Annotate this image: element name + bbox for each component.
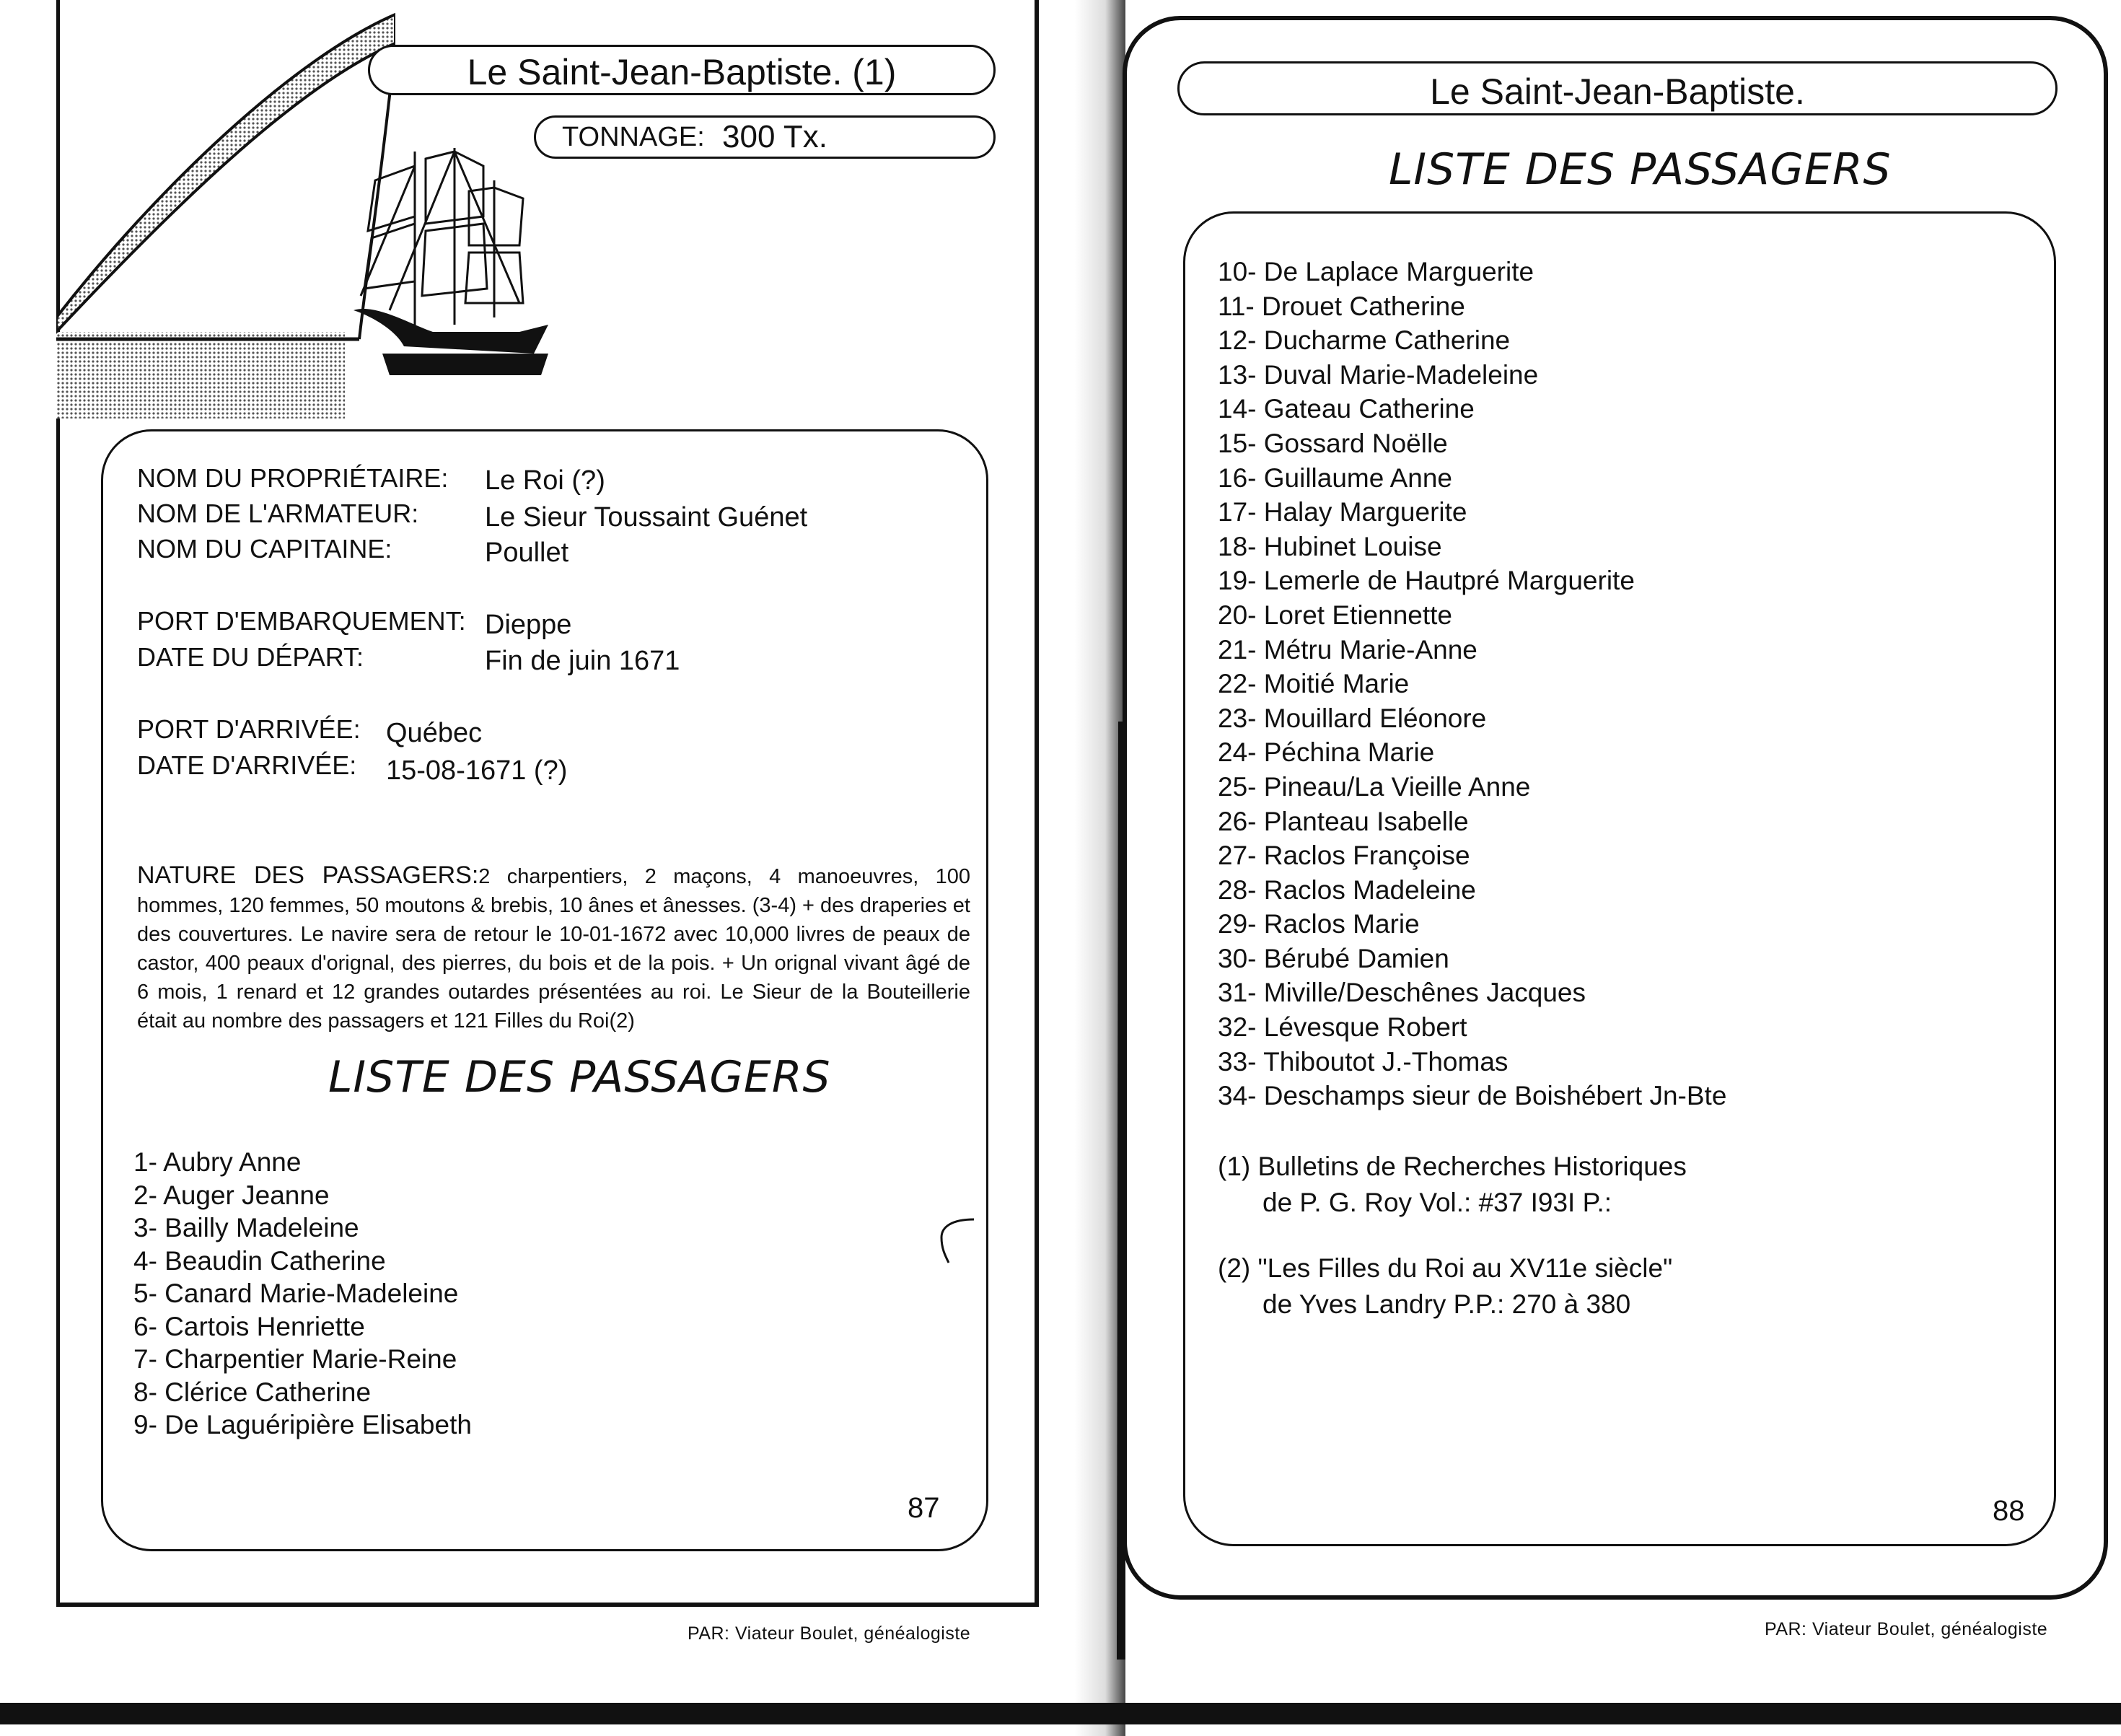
- list-item: 31- Miville/Deschênes Jacques: [1218, 978, 1586, 1008]
- list-item: 2- Auger Jeanne: [133, 1180, 330, 1210]
- author-credit: PAR: Viateur Boulet, généalogiste: [1765, 1619, 2048, 1639]
- list-item: 16- Guillaume Anne: [1218, 463, 1452, 493]
- tonnage-label: TONNAGE:: [562, 122, 705, 152]
- tonnage-box: [534, 115, 996, 159]
- reference-1-line1: (1) Bulletins de Recherches Historiques: [1218, 1152, 1687, 1181]
- shipowner-value: Le Sieur Toussaint Guénet: [485, 502, 808, 532]
- departure-port-value: Dieppe: [485, 610, 572, 640]
- passenger-list-heading: LISTE DES PASSAGERS: [1389, 144, 1892, 195]
- passenger-list: [133, 1147, 472, 1443]
- list-item: 24- Péchina Marie: [1218, 737, 1435, 768]
- list-item: 23- Mouillard Eléonore: [1218, 703, 1487, 733]
- list-item: 15- Gossard Noëlle: [1218, 428, 1448, 458]
- list-item: 5- Canard Marie-Madeleine: [133, 1279, 459, 1308]
- list-item: 3- Bailly Madeleine: [133, 1213, 359, 1242]
- list-item: 28- Raclos Madeleine: [1218, 874, 1476, 905]
- arrival-date-value: 15-08-1671 (?): [386, 755, 568, 786]
- page-title: Le Saint-Jean-Baptiste.: [1430, 71, 1805, 112]
- captain-value: Poullet: [485, 538, 569, 568]
- list-item: 18- Hubinet Louise: [1218, 531, 1442, 561]
- list-item: 26- Planteau Isabelle: [1218, 806, 1469, 836]
- author-credit: PAR: Viateur Boulet, généalogiste: [688, 1623, 971, 1644]
- arrival-port-label: PORT D'ARRIVÉE:: [137, 714, 361, 744]
- list-item: 29- Raclos Marie: [1218, 909, 1420, 939]
- list-item: 19- Lemerle de Hautpré Marguerite: [1218, 566, 1635, 596]
- departure-date-value: Fin de juin 1671: [485, 646, 680, 676]
- list-item: 21- Métru Marie-Anne: [1218, 634, 1477, 665]
- departure-port-label: PORT D'EMBARQUEMENT:: [137, 606, 466, 636]
- page-curl-decoration: [56, 0, 395, 418]
- passenger-list-heading: LISTE DES PASSAGERS: [328, 1052, 831, 1102]
- list-item: 1- Aubry Anne: [133, 1147, 302, 1177]
- nature-label: NATURE DES PASSAGERS:: [137, 862, 479, 889]
- nature-text: 2 charpentiers, 2 maçons, 4 manoeuvres, 100 hommes, 120 femmes, 50 moutons & brebis, 10 ânes et ânesses. (3-4) + des draperies et des couvertures. Le navire sera de retour le 10-01-1672 avec 10,000 livres de peaux de castor, 400 peaux d'orignal, des pierres, du bois et de la pois. + Un orignal vivant âgé de 6 mois, 1 renard et 12 grandes outardes présentées au roi. Le Sieur de la Bouteillerie était au nombre des passagers et 121 Filles du Roi(2): [137, 865, 970, 1033]
- list-item: 10- De Laplace Marguerite: [1218, 257, 1534, 286]
- list-item: 12- Ducharme Catherine: [1218, 325, 1511, 356]
- list-item: 20- Loret Etiennette: [1218, 600, 1452, 630]
- list-item: 33- Thiboutot J.-Thomas: [1218, 1046, 1509, 1077]
- list-item: 30- Bérubé Damien: [1218, 943, 1449, 973]
- list-item: 17- Halay Marguerite: [1218, 497, 1467, 527]
- right-title-box: [1177, 61, 2058, 115]
- list-item: 32- Lévesque Robert: [1218, 1012, 1467, 1043]
- list-item: 25- Pineau/La Vieille Anne: [1218, 771, 1531, 802]
- list-item: 34- Deschamps sieur de Boishébert Jn-Bte: [1218, 1081, 1727, 1111]
- list-item: 6- Cartois Henriette: [133, 1311, 365, 1341]
- departure-date-label: DATE DU DÉPART:: [137, 642, 364, 672]
- list-item: 8- Clérice Catherine: [133, 1377, 372, 1407]
- bottom-edge-bar: [0, 1703, 2121, 1724]
- owner-value: Le Roi (?): [485, 465, 605, 496]
- page-number: 87: [908, 1492, 940, 1524]
- list-item: 7- Charpentier Marie-Reine: [133, 1344, 457, 1374]
- page-title: Le Saint-Jean-Baptiste. (1): [467, 52, 897, 92]
- list-item: 14- Gateau Catherine: [1218, 394, 1475, 424]
- tonnage-value: 300 Tx.: [722, 119, 827, 154]
- reference-2-line2: de Yves Landry P.P.: 270 à 380: [1262, 1289, 1631, 1319]
- passenger-list: [1218, 257, 1726, 1115]
- list-item: 27- Raclos Françoise: [1218, 841, 1470, 871]
- list-item: 22- Moitié Marie: [1218, 669, 1410, 699]
- reference-1-line2: de P. G. Roy Vol.: #37 I93I P.:: [1262, 1188, 1612, 1217]
- captain-label: NOM DU CAPITAINE:: [137, 534, 392, 564]
- passenger-nature-paragraph: [137, 861, 970, 1035]
- sailing-ship-icon: [346, 137, 563, 390]
- reference-2-line1: (2) "Les Filles du Roi au XV11e siècle": [1218, 1253, 1673, 1283]
- list-item: 9- De Laguéripière Elisabeth: [133, 1410, 472, 1439]
- arrival-port-value: Québec: [386, 718, 483, 748]
- list-item: 4- Beaudin Catherine: [133, 1245, 386, 1276]
- left-title-box: [368, 45, 996, 95]
- book-spine-shadow: [1075, 0, 1125, 1736]
- owner-label: NOM DU PROPRIÉTAIRE:: [137, 463, 449, 493]
- list-item: 13- Duval Marie-Madeleine: [1218, 359, 1539, 390]
- list-item: 11- Drouet Catherine: [1218, 291, 1465, 321]
- arrival-date-label: DATE D'ARRIVÉE:: [137, 750, 357, 780]
- page-number: 88: [1993, 1495, 2025, 1527]
- pen-mark-decoration: [931, 1212, 996, 1270]
- shipowner-label: NOM DE L'ARMATEUR:: [137, 499, 419, 528]
